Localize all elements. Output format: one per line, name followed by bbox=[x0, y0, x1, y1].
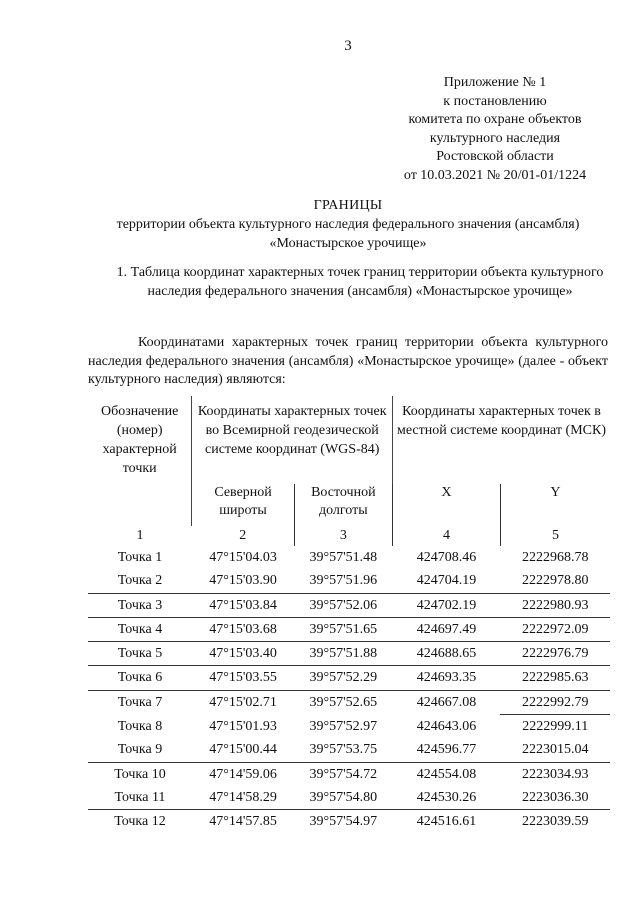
appendix-line: к постановлению bbox=[443, 93, 547, 109]
cell-point: Точка 7 bbox=[88, 690, 192, 714]
cell-north: 47°14'59.06 bbox=[192, 762, 294, 786]
cell-point: Точка 9 bbox=[117, 742, 163, 758]
cell-point: Точка 6 bbox=[88, 666, 192, 690]
subheading-line: «Монастырское урочище» bbox=[269, 236, 427, 251]
cell-north: 47°15'03.40 bbox=[192, 642, 294, 666]
cell-y: 2222999.11 bbox=[500, 715, 610, 739]
cell-east: 39°57'51.65 bbox=[294, 617, 392, 641]
column-number-row bbox=[88, 526, 610, 546]
cell-east: 39°57'52.29 bbox=[294, 666, 392, 690]
page-number: 3 bbox=[344, 38, 352, 54]
column-number: 1 bbox=[136, 528, 144, 543]
cell-x: 424688.65 bbox=[392, 642, 500, 666]
table-row bbox=[88, 738, 610, 762]
cell-north: 47°15'04.03 bbox=[209, 550, 277, 565]
appendix-block bbox=[370, 74, 620, 186]
cell-x: 424643.06 bbox=[416, 718, 477, 734]
header-wgs: Координаты характерных точек во Всемирной геодезической системе координат (WGS-84) bbox=[192, 396, 393, 484]
cell-y: 2222985.63 bbox=[500, 666, 610, 690]
appendix-line: Приложение № 1 bbox=[443, 75, 547, 90]
cell-x: 424516.61 bbox=[392, 810, 500, 834]
cell-x: 424667.08 bbox=[392, 690, 500, 714]
cell-point: Точка 2 bbox=[117, 573, 163, 589]
cell-east: 39°57'51.96 bbox=[309, 573, 378, 589]
intro-paragraph: Координатами характерных точек границ территории объекта культурного наследия федерального значения (ансамбля) «Монастырское урочище» (далее - объект культурного наследия) являются: bbox=[88, 335, 608, 388]
cell-point: Точка 1 bbox=[117, 550, 163, 565]
table-row bbox=[88, 786, 610, 810]
cell-y: 2222978.80 bbox=[521, 573, 589, 589]
subheader-east: Восточной долготы bbox=[294, 484, 392, 526]
table-row bbox=[88, 546, 610, 569]
appendix-line: от 10.03.2021 № 20/01-01/1224 bbox=[403, 167, 587, 183]
cell-y: 2222976.79 bbox=[500, 642, 610, 666]
table-row bbox=[88, 715, 610, 739]
cell-y: 2223039.59 bbox=[500, 810, 610, 834]
subheader-x: X bbox=[392, 484, 500, 526]
cell-east: 39°57'53.75 bbox=[309, 742, 378, 758]
subheader-north: Северной широты bbox=[192, 484, 294, 526]
subheading-line: территории объекта культурного наследия федерального значения (ансамбля) bbox=[116, 217, 580, 232]
section-title: 1. Таблица координат характерных точек границ территории объекта культурного наследия федерального значения (ансамбля) «Монастырское урочище» bbox=[116, 265, 604, 299]
cell-east: 39°57'54.80 bbox=[309, 789, 378, 805]
appendix-line: культурного наследия bbox=[429, 130, 561, 146]
cell-north: 47°15'02.71 bbox=[192, 690, 294, 714]
cell-east: 39°57'54.72 bbox=[294, 762, 392, 786]
coordinates-table bbox=[88, 396, 610, 834]
cell-x: 424554.08 bbox=[392, 762, 500, 786]
cell-x: 424697.49 bbox=[392, 617, 500, 641]
cell-east: 39°57'54.97 bbox=[294, 810, 392, 834]
appendix-line: комитета по охране объектов bbox=[408, 112, 582, 128]
cell-point: Точка 4 bbox=[88, 617, 192, 641]
cell-north: 47°15'01.93 bbox=[209, 718, 277, 734]
cell-point: Точка 5 bbox=[88, 642, 192, 666]
table-row bbox=[88, 617, 610, 641]
cell-point: Точка 10 bbox=[88, 762, 192, 786]
cell-x: 424530.26 bbox=[416, 789, 477, 805]
cell-north: 47°14'58.29 bbox=[209, 789, 277, 805]
document-title bbox=[88, 196, 608, 253]
cell-point: Точка 3 bbox=[88, 593, 192, 617]
column-number: 2 bbox=[192, 526, 294, 546]
cell-east: 39°57'52.65 bbox=[294, 690, 392, 714]
cell-point: Точка 12 bbox=[88, 810, 192, 834]
table-row bbox=[88, 762, 610, 786]
cell-x: 424596.77 bbox=[416, 742, 477, 758]
column-number: 4 bbox=[392, 526, 500, 546]
column-number: 5 bbox=[551, 528, 559, 543]
cell-y: 2222968.78 bbox=[521, 550, 589, 565]
cell-east: 39°57'52.06 bbox=[294, 593, 392, 617]
cell-x: 424693.35 bbox=[392, 666, 500, 690]
subheader-y: Y bbox=[550, 485, 561, 500]
table-row bbox=[88, 569, 610, 593]
cell-north: 47°15'03.84 bbox=[192, 593, 294, 617]
header-designation: Обозначение (номер) характерной точки bbox=[88, 396, 192, 526]
cell-north: 47°15'03.90 bbox=[209, 573, 277, 589]
column-number: 3 bbox=[294, 526, 392, 546]
cell-y: 2222972.09 bbox=[500, 617, 610, 641]
heading: ГРАНИЦЫ bbox=[313, 198, 383, 213]
cell-east: 39°57'51.48 bbox=[309, 550, 378, 565]
table-row bbox=[88, 810, 610, 834]
cell-north: 47°14'57.85 bbox=[192, 810, 294, 834]
cell-east: 39°57'52.97 bbox=[309, 718, 378, 734]
table-header-row bbox=[88, 396, 610, 484]
table-row bbox=[88, 666, 610, 690]
cell-x: 424702.19 bbox=[392, 593, 500, 617]
table-row bbox=[88, 593, 610, 617]
cell-x: 424704.19 bbox=[416, 573, 477, 589]
cell-north: 47°15'03.55 bbox=[192, 666, 294, 690]
cell-north: 47°15'00.44 bbox=[209, 742, 277, 758]
header-msk: Координаты характерных точек в местной системе координат (МСК) bbox=[396, 404, 606, 438]
cell-north: 47°15'03.68 bbox=[192, 617, 294, 641]
cell-east: 39°57'51.88 bbox=[294, 642, 392, 666]
cell-y: 2223036.30 bbox=[521, 789, 589, 805]
cell-y: 2223034.93 bbox=[500, 762, 610, 786]
table-row bbox=[88, 690, 610, 714]
cell-point: Точка 11 bbox=[114, 789, 166, 805]
cell-y: 2223015.04 bbox=[521, 742, 589, 758]
appendix-line: Ростовской области bbox=[436, 149, 554, 165]
cell-point: Точка 8 bbox=[117, 718, 163, 734]
table-row bbox=[88, 642, 610, 666]
cell-x: 424708.46 bbox=[416, 550, 477, 565]
cell-y: 2222992.79 bbox=[500, 690, 610, 714]
cell-y: 2222980.93 bbox=[500, 593, 610, 617]
